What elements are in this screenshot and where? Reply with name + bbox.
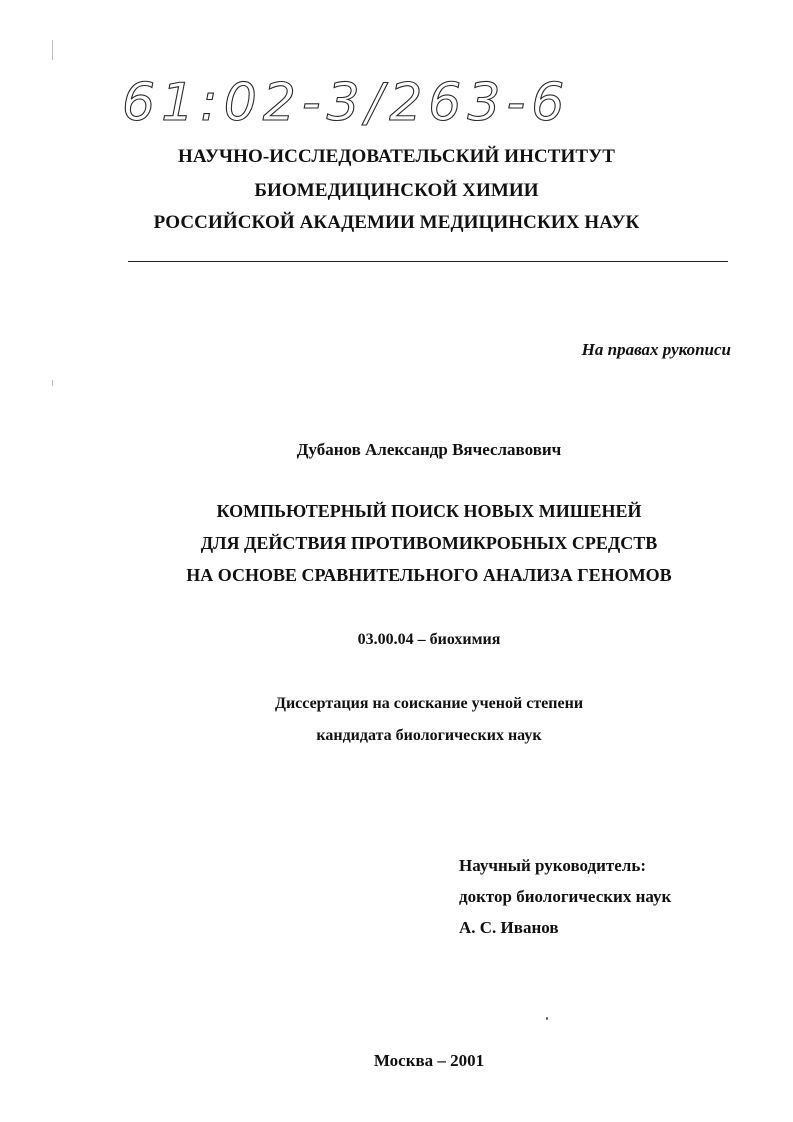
header-divider <box>128 261 728 262</box>
institute-line-1: НАУЧНО-ИССЛЕДОВАТЕЛЬСКИЙ ИНСТИТУТ <box>177 146 616 167</box>
specialty-code: 03.00.04 – биохимия <box>357 631 501 648</box>
handwritten-archive-code <box>118 62 618 142</box>
author-name: Дубанов Александр Вячеславович <box>296 440 562 459</box>
title-line-2: ДЛЯ ДЕЙСТВИЯ ПРОТИВОМИКРОБНЫХ СРЕДСТВ <box>200 533 658 553</box>
rights-note: На правах рукописи <box>581 340 731 359</box>
advisor-label: Научный руководитель: <box>459 856 646 875</box>
title-line-3: НА ОСНОВЕ СРАВНИТЕЛЬНОГО АНАЛИЗА ГЕНОМОВ <box>186 565 672 585</box>
advisor-degree: доктор биологических наук <box>459 887 672 906</box>
archive-code-text: 61:02-3/263-6 <box>122 73 571 133</box>
scan-edge-mark <box>52 40 53 60</box>
institute-line-2: БИОМЕДИЦИНСКОЙ ХИМИИ <box>254 180 539 201</box>
advisor-name: А. С. Иванов <box>459 918 559 937</box>
scan-speck <box>546 1017 548 1020</box>
place-year: Москва – 2001 <box>373 1051 485 1070</box>
institute-line-3: РОССИЙСКОЙ АКАДЕМИИ МЕДИЦИНСКИХ НАУК <box>153 212 640 233</box>
dissertation-line-1: Диссертация на соискание ученой степени <box>274 695 584 712</box>
title-line-1: КОМПЬЮТЕРНЫЙ ПОИСК НОВЫХ МИШЕНЕЙ <box>216 501 642 521</box>
scan-edge-mark <box>52 380 53 386</box>
dissertation-line-2: кандидата биологических наук <box>316 727 542 744</box>
